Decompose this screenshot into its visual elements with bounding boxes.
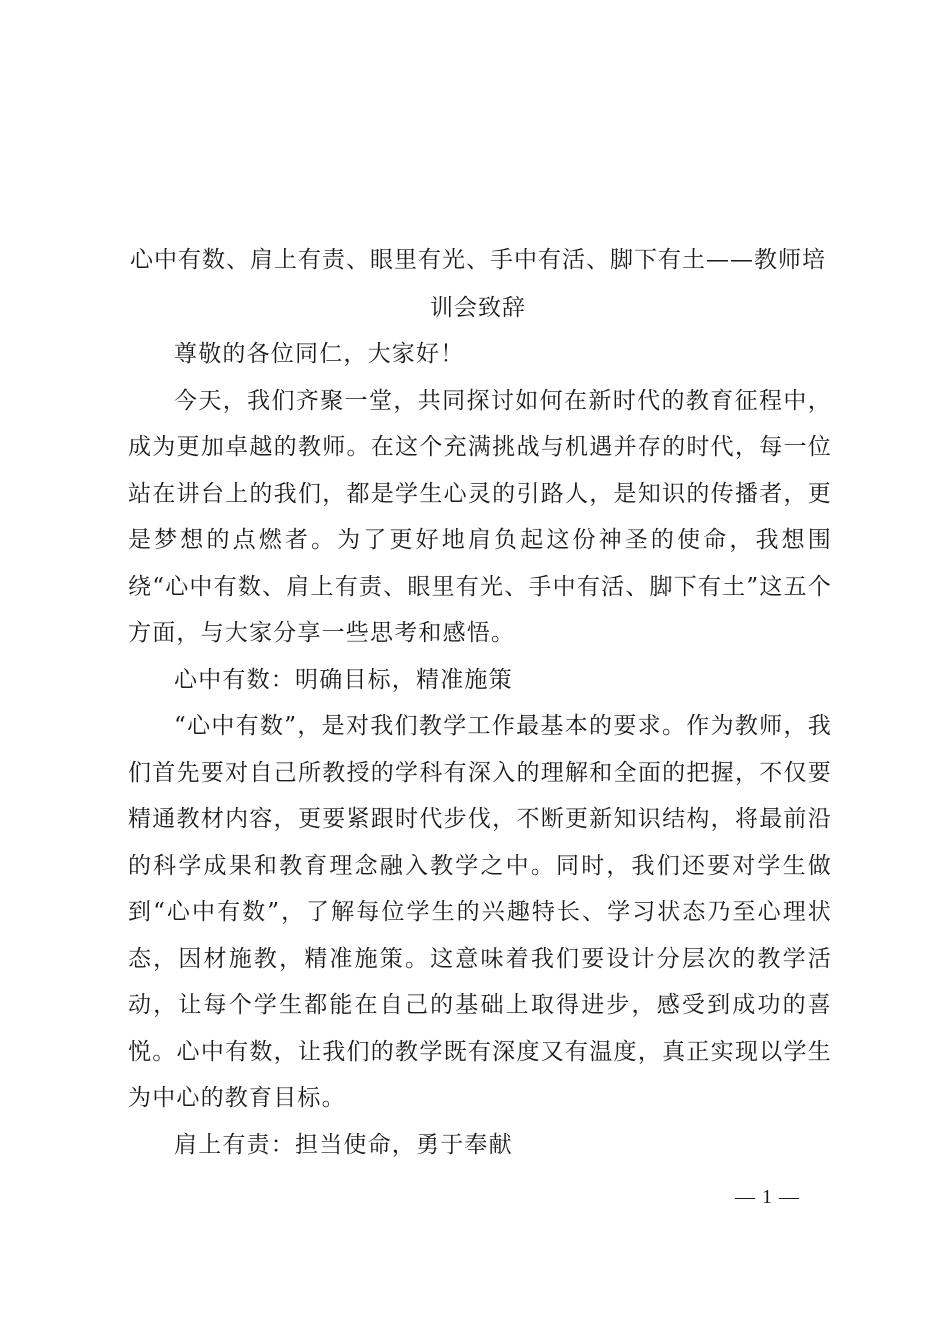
document-title: 心中有数、肩上有责、眼里有光、手中有活、脚下有土——教师培训会致辞 — [130, 247, 826, 321]
section-heading-1: 心中有数：明确目标，精准施策 — [174, 666, 513, 693]
greeting-paragraph: 尊敬的各位同仁，大家好！ — [174, 341, 465, 367]
document-body — [128, 331, 832, 1168]
intro-paragraph: 今天，我们齐聚一堂，共同探讨如何在新时代的教育征程中，成为更加卓越的教师。在这个充满挑战与机遇并存的时代，每一位站在讲台上的我们，都是学生心灵的引路人，是知识的传播者，更是梦想的点燃者。为了更好地肩负起这份神圣的使命，我想围绕“心中有数、肩上有责、眼里有光、手中有活、脚下有土”这五个方面，与大家分享一些思考和感悟。 — [128, 387, 832, 646]
section-heading-2: 肩上有责：担当使命，勇于奉献 — [174, 1131, 513, 1158]
section-paragraph-1: “心中有数”，是对我们教学工作最基本的要求。作为教师，我们首先要对自己所教授的学科有深入的理解和全面的把握，不仅要精通教材内容，更要紧跟时代步伐，不断更新知识结构，将最前沿的科学成果和教育理念融入教学之中。同时，我们还要对学生做到“心中有数”，了解每位学生的兴趣特长、学习状态乃至心理状态，因材施教，精准施策。这意味着我们要设计分层次的教学活动，让每个学生都能在自己的基础上取得进步，感受到成功的喜悦。心中有数，让我们的教学既有深度又有温度，真正实现以学生为中心的教育目标。 — [128, 713, 832, 1111]
page-number: — 1 — — [735, 1186, 800, 1208]
